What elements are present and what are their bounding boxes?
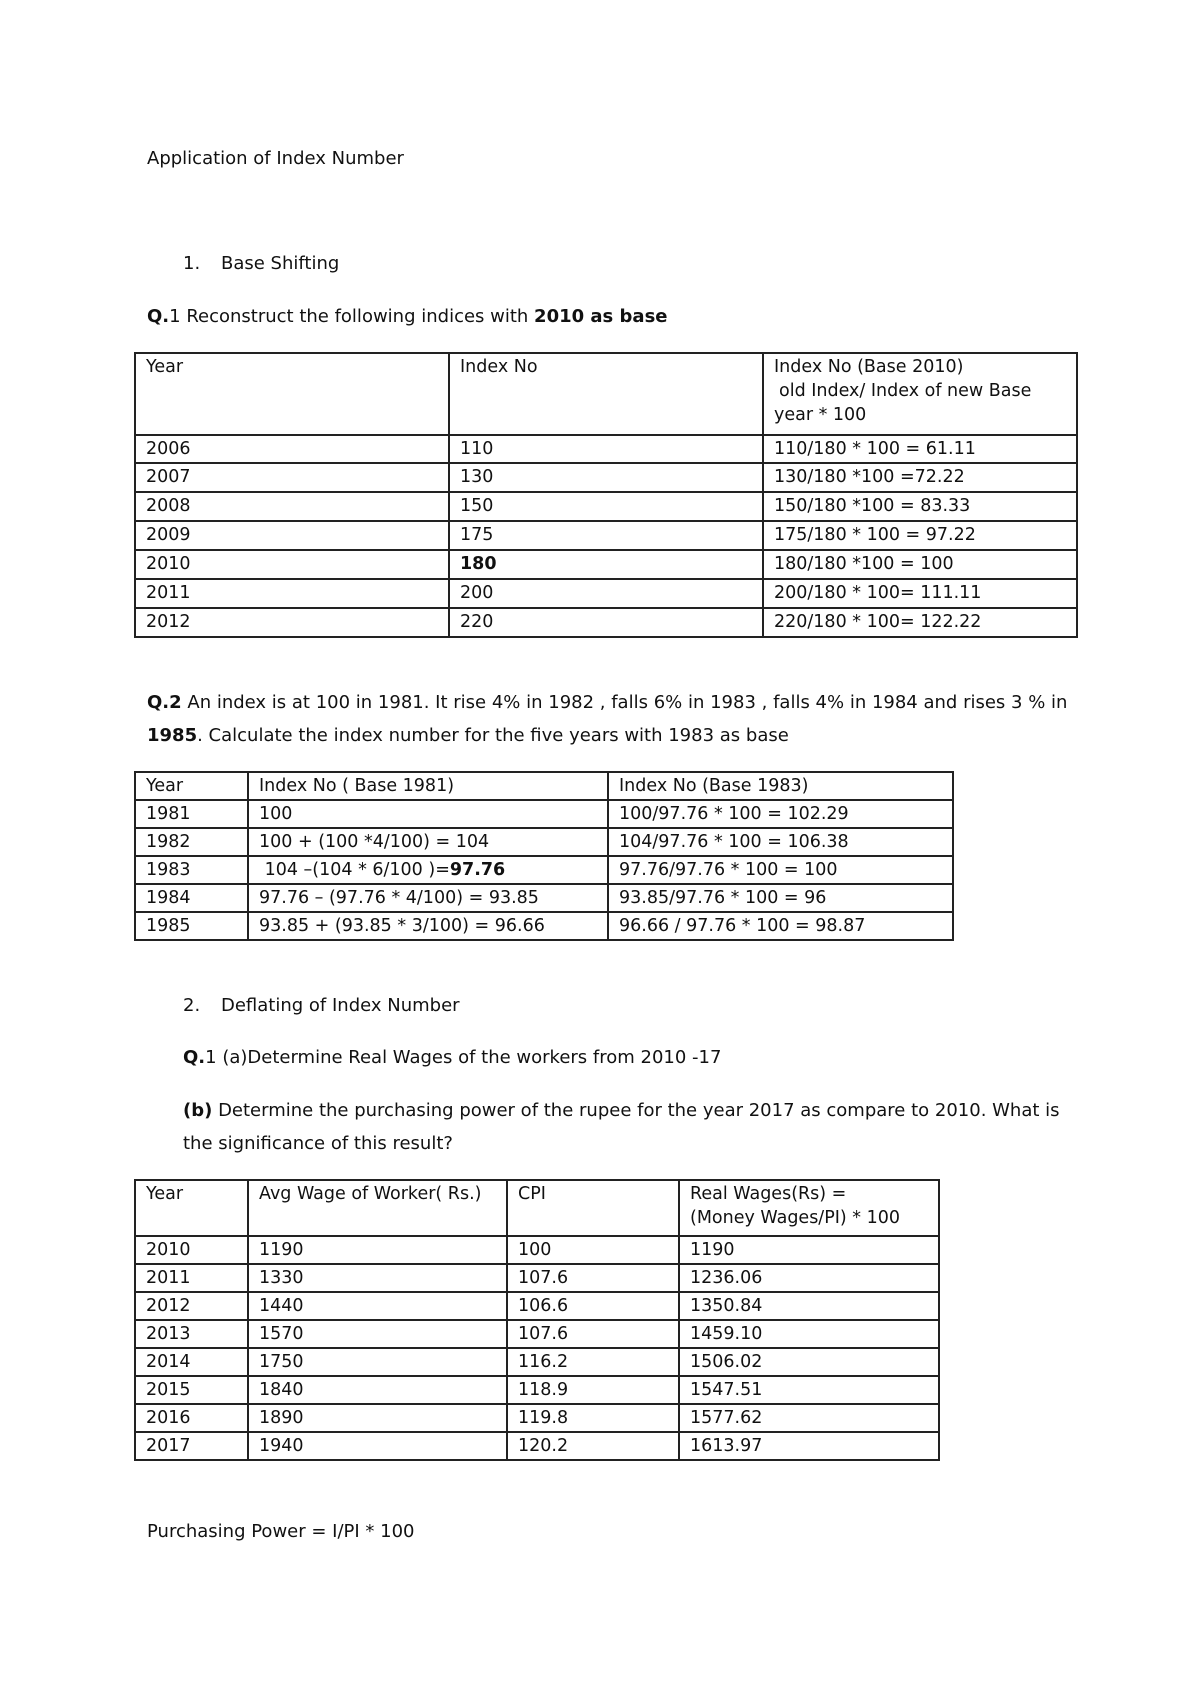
cell-year: 2016: [135, 1404, 248, 1432]
header-cpi: CPI: [507, 1180, 679, 1236]
cell-wage: 1330: [248, 1264, 507, 1292]
table-header-row: [135, 772, 953, 800]
cell-index: 200: [449, 579, 763, 608]
header-line-2: (Money Wages/PI) * 100: [690, 1208, 901, 1228]
base-shifting-table: [134, 352, 1078, 638]
header-base-1983: Index No (Base 1983): [608, 772, 953, 800]
cell-cpi: 107.6: [507, 1264, 679, 1292]
header-line-1: Real Wages(Rs) =: [690, 1184, 847, 1204]
table-row: [135, 1264, 939, 1292]
table-row: [135, 884, 953, 912]
cell-year: 2011: [135, 579, 449, 608]
cell-cpi: 118.9: [507, 1376, 679, 1404]
table-row: [135, 1432, 939, 1460]
cell-base-1981: [248, 856, 608, 884]
cell-index: 110: [449, 435, 763, 463]
cell-year: 1984: [135, 884, 248, 912]
table-header-row: [135, 353, 1077, 435]
section-2-number: 2.: [183, 995, 201, 1016]
cell-real-wage: 1613.97: [679, 1432, 939, 1460]
cell-wage: 1840: [248, 1376, 507, 1404]
section-2-heading: [183, 995, 460, 1016]
question-2-label: Q.2: [147, 692, 182, 713]
question-2-text-2: . Calculate the index number for the five years with 1983 as base: [197, 725, 789, 746]
cell-cpi: 100: [507, 1236, 679, 1264]
table-row: [135, 1320, 939, 1348]
section-2-title: Deflating of Index Number: [221, 995, 460, 1016]
cell-year: 2017: [135, 1432, 248, 1460]
cell-cpi: 120.2: [507, 1432, 679, 1460]
cell-year: 2011: [135, 1264, 248, 1292]
header-base-1981: Index No ( Base 1981): [248, 772, 608, 800]
cell-rebased: 130/180 *100 =72.22: [763, 463, 1077, 492]
question-2-line-1: [147, 686, 1077, 719]
cell-index: 130: [449, 463, 763, 492]
question-2-year: 1985: [147, 725, 198, 746]
real-wages-table: [134, 1179, 940, 1461]
cell-formula: 104 –(104 * 6/100 )=: [259, 860, 450, 880]
question-3b-text-1: Determine the purchasing power of the rupee for the year 2017 as compare to 2010. What is: [212, 1100, 1060, 1121]
base-1983-table: [134, 771, 954, 941]
question-3-text: 1 (a)Determine Real Wages of the workers from 2010 -17: [205, 1047, 722, 1068]
header-line-3: year * 100: [774, 405, 867, 425]
header-year: Year: [135, 772, 248, 800]
cell-year: 2012: [135, 608, 449, 637]
header-year: Year: [135, 1180, 248, 1236]
cell-result: 97.76: [449, 860, 506, 880]
header-index-base-2010: [763, 353, 1077, 435]
cell-base-1983: 104/97.76 * 100 = 106.38: [608, 828, 953, 856]
cell-index: 180: [449, 550, 763, 579]
cell-base-1983: 97.76/97.76 * 100 = 100: [608, 856, 953, 884]
cell-wage: 1890: [248, 1404, 507, 1432]
cell-real-wage: 1350.84: [679, 1292, 939, 1320]
cell-real-wage: 1459.10: [679, 1320, 939, 1348]
table-row: [135, 435, 1077, 463]
cell-year: 2012: [135, 1292, 248, 1320]
cell-wage: 1440: [248, 1292, 507, 1320]
table-row: [135, 800, 953, 828]
cell-cpi: 116.2: [507, 1348, 679, 1376]
cell-wage: 1570: [248, 1320, 507, 1348]
cell-index: 150: [449, 492, 763, 521]
table-row: [135, 1376, 939, 1404]
question-3-label: Q.: [183, 1047, 206, 1068]
table-header-row: [135, 1180, 939, 1236]
cell-rebased: 150/180 *100 = 83.33: [763, 492, 1077, 521]
table-row: [135, 550, 1077, 579]
cell-year: 2008: [135, 492, 449, 521]
cell-year: 2015: [135, 1376, 248, 1404]
header-line-2: old Index/ Index of new Base: [779, 381, 1032, 401]
table-row: [135, 856, 953, 884]
header-avg-wage: Avg Wage of Worker( Rs.): [248, 1180, 507, 1236]
cell-year: 2010: [135, 1236, 248, 1264]
table-row: [135, 1348, 939, 1376]
table-row: [135, 492, 1077, 521]
table-row: [135, 579, 1077, 608]
cell-year: 2013: [135, 1320, 248, 1348]
question-3b-line-2: the significance of this result?: [183, 1133, 453, 1154]
header-index-no: Index No: [449, 353, 763, 435]
cell-real-wage: 1577.62: [679, 1404, 939, 1432]
header-line-1: Index No (Base 2010): [774, 357, 964, 377]
question-1-base: 2010 as base: [534, 306, 668, 327]
header-real-wages: [679, 1180, 939, 1236]
cell-base-1983: 93.85/97.76 * 100 = 96: [608, 884, 953, 912]
cell-real-wage: 1547.51: [679, 1376, 939, 1404]
table-row: [135, 521, 1077, 550]
question-2-line-2: [147, 719, 1077, 752]
cell-real-wage: 1506.02: [679, 1348, 939, 1376]
cell-year: 1983: [135, 856, 248, 884]
section-1-number: 1.: [183, 253, 201, 274]
cell-rebased: 200/180 * 100= 111.11: [763, 579, 1077, 608]
cell-real-wage: 1190: [679, 1236, 939, 1264]
cell-real-wage: 1236.06: [679, 1264, 939, 1292]
question-3b-line-1: [183, 1094, 1083, 1127]
question-2: [147, 686, 1077, 752]
table-row: [135, 1236, 939, 1264]
cell-year: 2010: [135, 550, 449, 579]
table-row: [135, 912, 953, 940]
table-row: [135, 828, 953, 856]
question-1: [147, 306, 668, 327]
header-year: Year: [135, 353, 449, 435]
table-row: [135, 1404, 939, 1432]
question-1-text: 1 Reconstruct the following indices with: [169, 306, 535, 327]
cell-wage: 1940: [248, 1432, 507, 1460]
question-3: [183, 1047, 721, 1068]
cell-year: 2006: [135, 435, 449, 463]
question-3b-label: (b): [183, 1100, 213, 1121]
cell-cpi: 119.8: [507, 1404, 679, 1432]
question-3b: [183, 1094, 1083, 1160]
question-1-label: Q.: [147, 306, 170, 327]
cell-rebased: 175/180 * 100 = 97.22: [763, 521, 1077, 550]
cell-wage: 1190: [248, 1236, 507, 1264]
cell-base-1981: 100: [248, 800, 608, 828]
cell-year: 1982: [135, 828, 248, 856]
cell-year: 2014: [135, 1348, 248, 1376]
section-1-title: Base Shifting: [221, 253, 340, 274]
cell-base-1981: 100 + (100 *4/100) = 104: [248, 828, 608, 856]
cell-rebased: 180/180 *100 = 100: [763, 550, 1077, 579]
table-row: [135, 608, 1077, 637]
table-row: [135, 1292, 939, 1320]
cell-base-1981: 93.85 + (93.85 * 3/100) = 96.66: [248, 912, 608, 940]
cell-year: 1981: [135, 800, 248, 828]
cell-year: 2009: [135, 521, 449, 550]
cell-cpi: 106.6: [507, 1292, 679, 1320]
cell-index: 175: [449, 521, 763, 550]
cell-wage: 1750: [248, 1348, 507, 1376]
cell-index: 220: [449, 608, 763, 637]
cell-base-1983: 96.66 / 97.76 * 100 = 98.87: [608, 912, 953, 940]
cell-cpi: 107.6: [507, 1320, 679, 1348]
cell-year: 1985: [135, 912, 248, 940]
cell-rebased: 110/180 * 100 = 61.11: [763, 435, 1077, 463]
cell-year: 2007: [135, 463, 449, 492]
cell-base-1981: 97.76 – (97.76 * 4/100) = 93.85: [248, 884, 608, 912]
question-2-text-1: An index is at 100 in 1981. It rise 4% in 1982 , falls 6% in 1983 , falls 4% in 1984 and rises 3 % in: [181, 692, 1068, 713]
table-row: [135, 463, 1077, 492]
purchasing-power-formula: Purchasing Power = I/PI * 100: [147, 1521, 415, 1542]
cell-base-1983: 100/97.76 * 100 = 102.29: [608, 800, 953, 828]
section-1-heading: [183, 253, 339, 274]
page-title: Application of Index Number: [147, 148, 404, 169]
cell-rebased: 220/180 * 100= 122.22: [763, 608, 1077, 637]
